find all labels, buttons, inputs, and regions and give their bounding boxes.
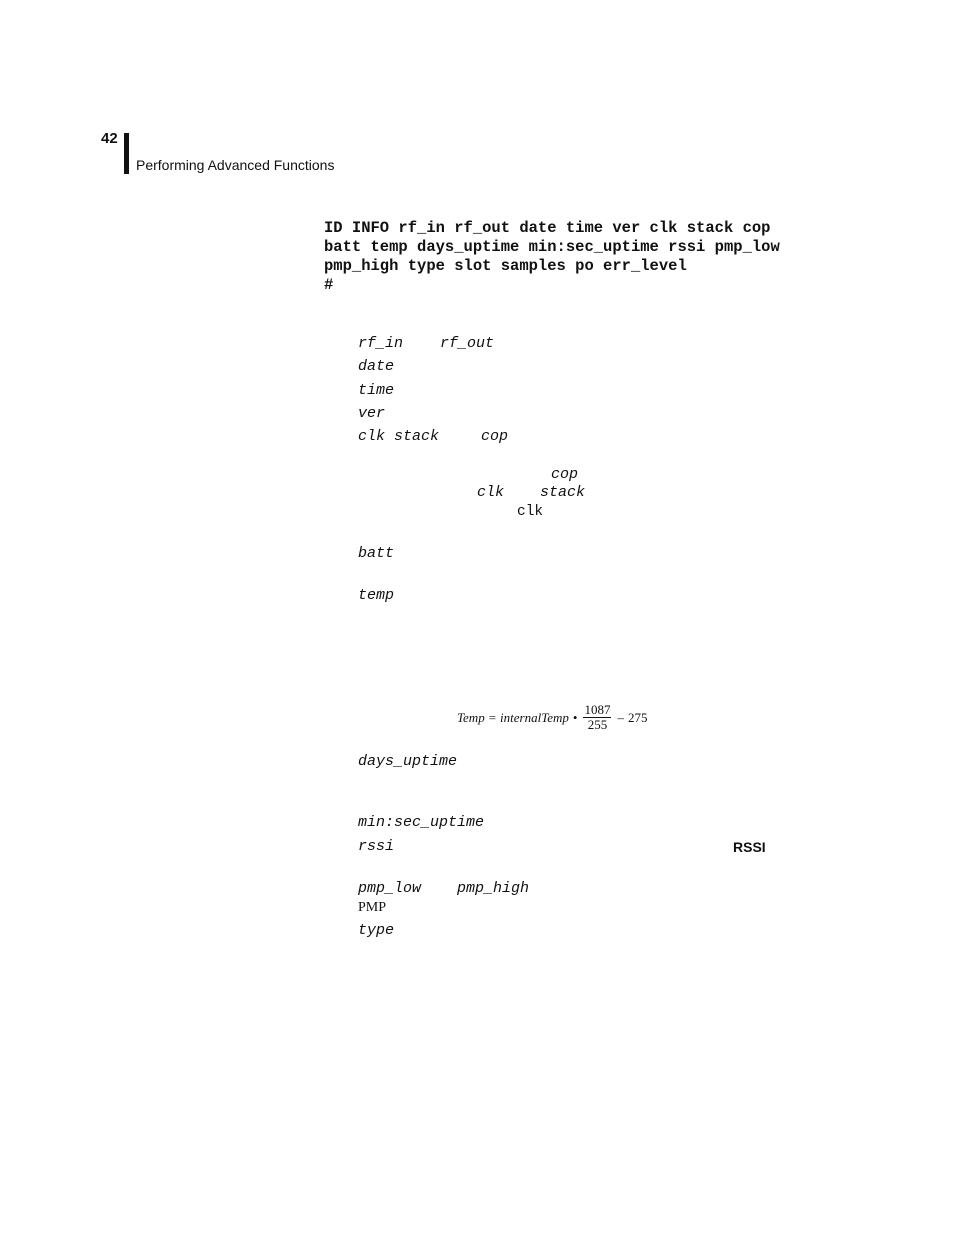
field-rf-out: rf_out [440,335,495,352]
field-days-uptime: days_uptime [358,753,458,770]
code-line-4: # [324,276,334,294]
note-stack: stack [540,484,586,501]
page-number: 42 [101,130,118,147]
field-clk-stack: clk stack [358,428,440,445]
code-line-3: pmp_high type slot samples po err_level [324,257,687,275]
field-time: time [358,382,395,399]
equation-dot: • [572,709,578,725]
field-pmp-low: pmp_low [358,880,422,897]
field-batt: batt [358,545,395,562]
note-cop: cop [551,466,579,483]
rssi-label: RSSI [733,839,766,855]
equation-lhs: Temp [457,709,485,725]
field-type: type [358,922,395,939]
note-clk: clk [477,484,505,501]
code-line-1: ID INFO rf_in rf_out date time ver clk stack cop [324,219,771,237]
pmp-label: PMP [358,900,387,915]
field-temp: temp [358,587,395,604]
field-rssi: rssi [358,838,395,855]
equation-variable: internalTemp [500,709,569,725]
equation-numerator: 1087 [584,702,611,717]
temperature-equation [457,703,647,732]
header-rule [124,133,129,174]
code-line-2: batt temp days_uptime min:sec_uptime rssi pmp_low [324,238,780,256]
equation-constant: 275 [627,709,648,725]
equation-equals: = [488,709,497,725]
equation-minus: – [617,709,624,725]
equation-denominator: 255 [587,717,608,732]
equation-fraction [583,703,611,732]
field-pmp-high: pmp_high [457,880,530,897]
field-cop: cop [481,428,509,445]
field-date: date [358,358,395,375]
field-min-sec-uptime: min:sec_uptime [358,814,485,831]
section-title: Performing Advanced Functions [136,157,335,173]
field-rf-in: rf_in [358,335,404,352]
field-ver: ver [358,405,386,422]
note-clk-plain: clk [517,504,544,520]
